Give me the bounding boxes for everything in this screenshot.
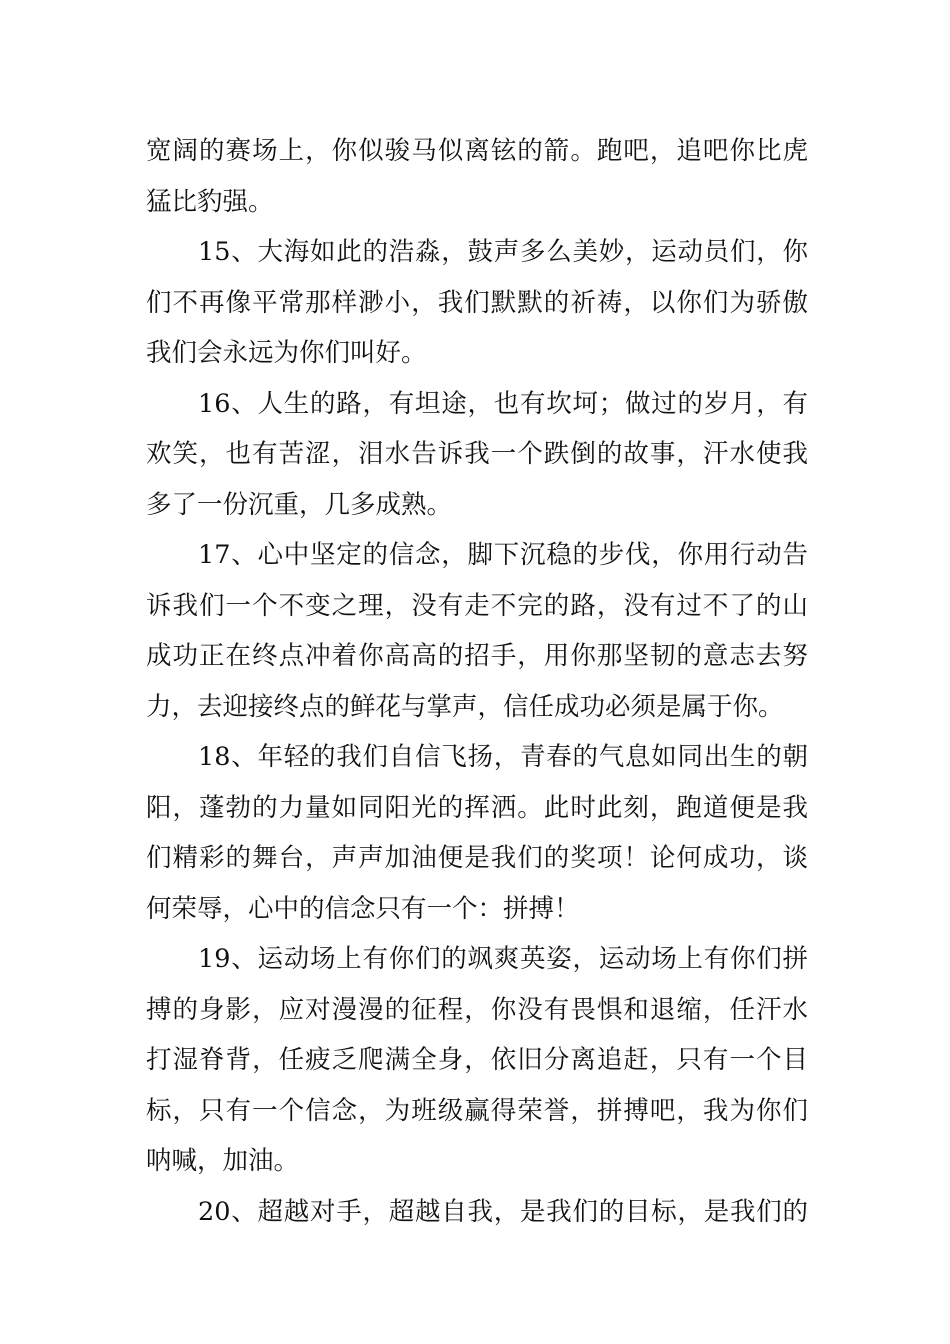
text-line: 欢笑，也有苦涩，泪水告诉我一个跌倒的故事，汗水使我 <box>146 439 808 469</box>
text-line: 何荣辱，心中的信念只有一个：拼搏！ <box>146 893 580 924</box>
text-line: 们精彩的舞台，声声加油便是我们的奖项！论何成功，谈 <box>146 843 808 873</box>
text-line: 标，只有一个信念，为班级赢得荣誉，拼搏吧，我为你们 <box>146 1095 808 1126</box>
paragraph-first-line: 18、年轻的我们自信飞扬，青春的气息如同出生的朝 <box>198 742 808 772</box>
text-line: 阳，蓬勃的力量如同阳光的挥洒。此时此刻，跑道便是我 <box>146 792 808 823</box>
text-line: 成功正在终点冲着你高高的招手，用你那坚韧的意志去努 <box>146 641 808 671</box>
text-line: 力，去迎接终点的鲜花与掌声，信任成功必须是属于你。 <box>146 691 784 722</box>
paragraph-first-line: 17、心中坚定的信念，脚下沉稳的步伐，你用行动告 <box>198 540 808 570</box>
paragraph-first-line: 15、大海如此的浩淼，鼓声多么美妙，运动员们，你 <box>198 237 808 267</box>
text-line: 多了一份沉重，几多成熟。 <box>146 489 453 520</box>
paragraph-first-line: 20、超越对手，超越自我，是我们的目标，是我们的 <box>198 1196 808 1227</box>
text-line: 呐喊，加油。 <box>146 1146 300 1176</box>
text-line: 诉我们一个不变之理，没有走不完的路，没有过不了的山 <box>146 590 808 621</box>
text-line: 搏的身影，应对漫漫的征程，你没有畏惧和退缩，任汗水 <box>146 994 808 1025</box>
document-body-text <box>146 126 808 1237</box>
text-line: 猛比豹强。 <box>146 186 274 217</box>
text-line: 我们会永远为你们叫好。 <box>146 338 427 368</box>
text-line: 们不再像平常那样渺小，我们默默的祈祷，以你们为骄傲 <box>146 287 808 318</box>
paragraph-first-line: 16、人生的路，有坦途，也有坎坷；做过的岁月，有 <box>198 388 808 419</box>
paragraph-first-line: 19、运动场上有你们的飒爽英姿，运动场上有你们拼 <box>198 944 808 974</box>
text-line: 宽阔的赛场上，你似骏马似离铉的箭。跑吧，追吧你比虎 <box>146 136 808 166</box>
text-line: 打湿脊背，任疲乏爬满全身，依旧分离追赶，只有一个目 <box>146 1045 808 1075</box>
